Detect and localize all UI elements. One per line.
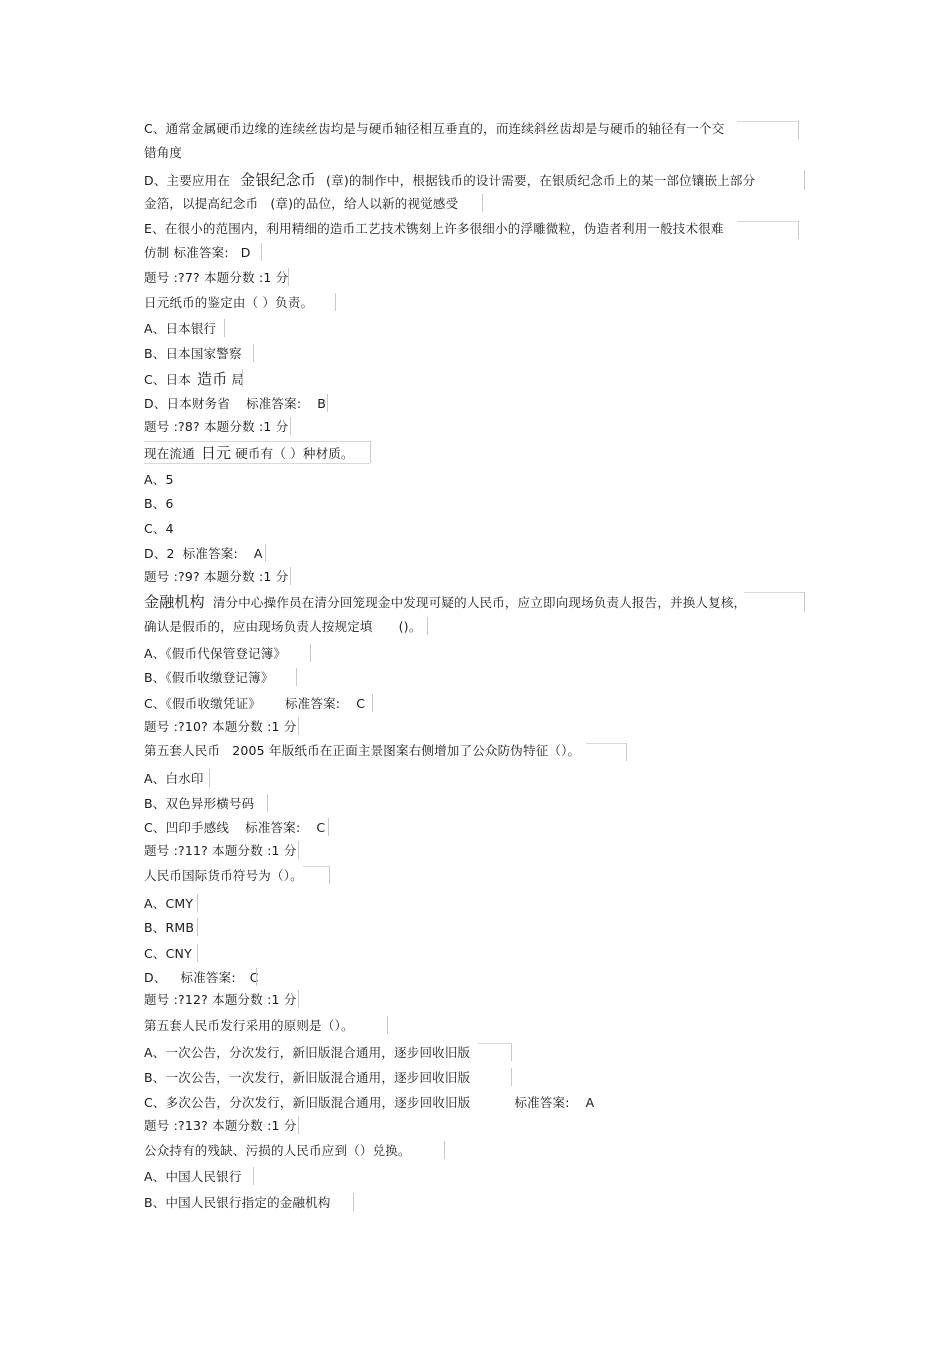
text-run: C、《假币收缴凭证》 <box>144 696 261 711</box>
text-run: 日元 <box>200 444 232 462</box>
answer-value: B <box>317 396 327 411</box>
divider <box>298 841 299 859</box>
divider <box>353 1193 354 1211</box>
text-run: (章)的品位，给人以新的视觉感受 <box>270 196 459 211</box>
text-run: 硬币有（ ）种材质。 <box>235 446 354 461</box>
text-run: 确认是假币的，应由现场负责人按规定填 <box>144 619 373 634</box>
divider <box>511 1043 512 1061</box>
option-b: B、一次公告，一次发行，新旧版混合通用，逐步回收旧版 <box>144 1070 471 1085</box>
option-d-text <box>144 172 755 189</box>
divider <box>197 894 198 912</box>
text-run: C、凹印手感线 <box>144 820 230 835</box>
answer-label: 标准答案: <box>245 820 301 835</box>
option-a: A、《假币代保管登记簿》 <box>144 646 287 661</box>
option-c <box>144 1095 594 1111</box>
text-run: D、2 <box>144 546 175 561</box>
text-run: D、 <box>144 970 167 985</box>
divider <box>327 394 328 412</box>
option-c: C、CNY <box>144 946 192 961</box>
divider <box>328 818 329 836</box>
answer-label: 标准答案: <box>514 1095 570 1110</box>
question-header: 题号 :?9? 本题分数 :1 分 <box>144 569 289 584</box>
question-stem: 公众持有的残缺、污损的人民币应到（）兑换。 <box>144 1143 411 1158</box>
question-stem <box>144 743 580 759</box>
divider <box>197 918 198 936</box>
text-run: 现在流通 <box>144 446 195 461</box>
divider <box>372 694 373 712</box>
divider <box>288 268 289 286</box>
text-run: 造币 <box>197 370 228 388</box>
text-run: 清分中心操作员在清分回笼现金中发现可疑的人民币，应立即向现场负责人报告，并换人复核， <box>212 595 747 610</box>
question-header: 题号 :?13? 本题分数 :1 分 <box>144 1118 297 1133</box>
answer-value: A <box>253 546 263 561</box>
option-b: B、RMB <box>144 920 195 935</box>
option-c <box>144 820 325 836</box>
divider <box>511 1068 512 1086</box>
divider <box>209 769 210 787</box>
divider <box>303 866 329 867</box>
text-run: D、日本财务省 <box>144 396 231 411</box>
divider <box>744 592 804 593</box>
divider <box>798 121 799 139</box>
divider <box>310 644 311 662</box>
divider <box>256 968 257 986</box>
option-b: B、6 <box>144 496 174 511</box>
divider <box>335 293 336 311</box>
text-run: (章)的制作中，根据钱币的设计需要，在银质纪念币上的某一部位镶嵌上部分 <box>326 173 756 188</box>
text-run: 仿制 标准答案: <box>144 245 229 260</box>
divider <box>224 319 225 337</box>
divider <box>478 1043 511 1044</box>
answer-value: C <box>356 696 366 711</box>
text-run: 第五套人民币 <box>144 743 221 758</box>
option-b: B、《假币收缴登记簿》 <box>144 670 274 685</box>
option-c-text-cont: 错角度 <box>144 145 183 160</box>
divider <box>298 990 299 1008</box>
divider <box>144 463 370 464</box>
divider <box>242 369 243 387</box>
option-a: A、白水印 <box>144 771 204 786</box>
question-header: 题号 :?7? 本题分数 :1 分 <box>144 270 289 285</box>
divider <box>444 1141 445 1159</box>
divider <box>290 567 291 585</box>
divider <box>370 441 371 463</box>
divider <box>261 243 262 261</box>
text-run: 金箔，以提高纪念币 <box>144 196 259 211</box>
divider <box>329 866 330 884</box>
divider <box>482 194 483 212</box>
divider <box>298 1116 299 1134</box>
question-stem <box>144 594 746 611</box>
answer-value: C <box>316 820 326 835</box>
divider <box>296 668 297 686</box>
option-c <box>144 696 365 712</box>
option-e-text: E、在很小的范围内，利用精细的造币工艺技术镌刻上许多很细小的浮雕微粒，伪造者利用一般技术很难 <box>144 221 724 236</box>
text-run: C、多次公告，分次发行，新旧版混合通用，逐步回收旧版 <box>144 1095 471 1110</box>
option-a: A、CMY <box>144 896 194 911</box>
text-run: ()。 <box>398 619 422 634</box>
divider <box>144 441 370 442</box>
divider <box>267 794 268 812</box>
option-e-answer <box>144 245 251 261</box>
option-b: B、中国人民银行指定的金融机构 <box>144 1195 331 1210</box>
divider <box>197 944 198 962</box>
divider <box>626 743 627 761</box>
option-a: A、日本银行 <box>144 321 217 336</box>
option-a: A、中国人民银行 <box>144 1169 242 1184</box>
text-run: 2005 年版纸币在正面主景图案右侧增加了公众防伪特征（）。 <box>232 743 581 758</box>
answer-value: D <box>240 245 251 260</box>
divider <box>737 221 798 222</box>
divider <box>804 592 805 612</box>
divider <box>253 1167 254 1185</box>
option-d-text-cont <box>144 196 458 212</box>
option-c: C、4 <box>144 521 174 536</box>
option-c <box>144 371 244 388</box>
option-b: B、日本国家警察 <box>144 346 242 361</box>
divider <box>253 344 254 362</box>
option-a: A、5 <box>144 472 174 487</box>
option-d <box>144 970 259 986</box>
text-run: D、主要应用在 <box>144 173 231 188</box>
option-c-text: C、通常金属硬币边缘的连续丝齿均是与硬币轴径相互垂直的，而连续斜丝齿却是与硬币的轴径有一个交 <box>144 121 725 136</box>
question-stem-cont <box>144 619 421 635</box>
answer-label: 标准答案: <box>284 696 341 711</box>
answer-label: 标准答案: <box>180 970 236 985</box>
text-run: 局 <box>231 372 245 387</box>
option-d <box>144 396 326 412</box>
question-stem <box>144 445 354 462</box>
question-header: 题号 :?8? 本题分数 :1 分 <box>144 419 289 434</box>
divider <box>586 743 626 744</box>
divider <box>798 221 799 239</box>
text-run: 金银纪念币 <box>240 171 317 189</box>
option-b: B、双色异形横号码 <box>144 796 255 811</box>
question-header: 题号 :?11? 本题分数 :1 分 <box>144 843 297 858</box>
divider <box>298 717 299 735</box>
answer-value: A <box>585 1095 595 1110</box>
question-stem: 第五套人民币发行采用的原则是（）。 <box>144 1018 354 1033</box>
divider <box>804 170 805 190</box>
divider <box>387 1016 388 1034</box>
text-run: 金融机构 <box>144 593 205 611</box>
option-a: A、一次公告，分次发行，新旧版混合通用，逐步回收旧版 <box>144 1045 471 1060</box>
answer-label: 标准答案: <box>182 546 238 561</box>
question-stem: 人民币国际货币符号为（）。 <box>144 868 303 883</box>
divider <box>265 544 266 562</box>
answer-label: 标准答案: <box>246 396 302 411</box>
question-header: 题号 :?12? 本题分数 :1 分 <box>144 992 297 1007</box>
divider <box>737 121 798 122</box>
answer-value: C <box>249 970 259 985</box>
question-stem: 日元纸币的鉴定由（ ）负责。 <box>144 295 314 310</box>
option-d <box>144 546 263 562</box>
divider <box>427 617 428 635</box>
text-run: C、日本 <box>144 372 192 387</box>
question-header: 题号 :?10? 本题分数 :1 分 <box>144 719 297 734</box>
divider <box>290 417 291 435</box>
